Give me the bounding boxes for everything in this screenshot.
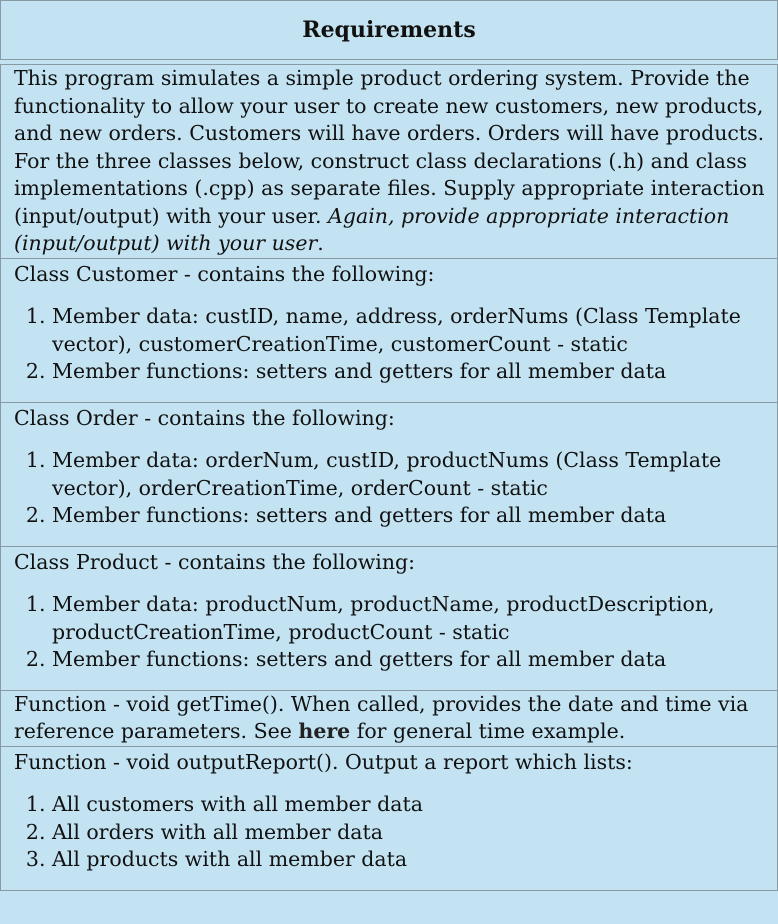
intro-cell: This program simulates a simple product ordering system. Provide the functionality to allow your user to create new customers, new products, and new orders. Customers will have orders. Orders will have products. For the three classes below, construct class declarations (.h) and class implementations (.cpp) as separate files. Supply appropriate interaction (input/output) with your user. Again, provide appropriate interaction (input/output) with your user. <box>1 65 778 259</box>
order-cell <box>1 402 778 546</box>
list-item: 2. Member functions: setters and getters for all member data <box>52 646 773 674</box>
list-item: 1. Member data: orderNum, custID, productNums (Class Template vector), orderCreationTime, orderCount - static <box>52 447 773 502</box>
requirements-title: Requirements <box>1 1 778 60</box>
output-report-row <box>1 746 778 890</box>
list-item: 3. All products with all member data <box>52 846 773 874</box>
output-report-heading: Function - void outputReport(). Output a report which lists: <box>14 749 633 774</box>
order-heading: Class Order - contains the following: <box>14 405 395 430</box>
product-list <box>14 591 773 674</box>
get-time-text: Function - void getTime(). When called, provides the date and time via reference parameters. See <box>14 691 749 743</box>
intro-row <box>1 65 778 259</box>
intro-emphasis: Again, provide appropriate interaction (input/output) with your user <box>14 203 730 255</box>
list-item: 1. Member data: productNum, productName, productDescription, productCreationTime, productCount - static <box>52 591 773 646</box>
customer-heading: Class Customer - contains the following: <box>14 261 435 286</box>
customer-cell <box>1 258 778 402</box>
product-cell <box>1 546 778 690</box>
customer-list <box>14 303 773 386</box>
list-item: 2. Member functions: setters and getters for all member data <box>52 502 773 530</box>
header-row <box>1 1 778 60</box>
get-time-cell <box>1 690 778 746</box>
order-row <box>1 402 778 546</box>
list-item: 2. Member functions: setters and getters for all member data <box>52 358 773 386</box>
list-item: 1. Member data: custID, name, address, orderNums (Class Template vector), customerCreationTime, customerCount - static <box>52 303 773 358</box>
output-report-list <box>14 791 773 874</box>
get-time-text-after: for general time example. <box>356 719 626 743</box>
product-heading: Class Product - contains the following: <box>14 549 416 574</box>
output-report-cell <box>1 746 778 890</box>
here-link[interactable]: here <box>298 719 351 743</box>
intro-text: This program simulates a simple product ordering system. Provide the functionality to allow your user to create new customers, new products, and new orders. Customers will have orders. Orders will have products. For the three classes below, construct class declarations (.h) and class implementations (.cpp) as separate files. Supply appropriate interaction (input/output) with your user. <box>14 66 765 228</box>
product-row <box>1 546 778 690</box>
list-item: 1. All customers with all member data <box>52 791 773 819</box>
list-item: 2. All orders with all member data <box>52 819 773 847</box>
customer-row <box>1 258 778 402</box>
get-time-row <box>1 690 778 746</box>
order-list <box>14 447 773 530</box>
